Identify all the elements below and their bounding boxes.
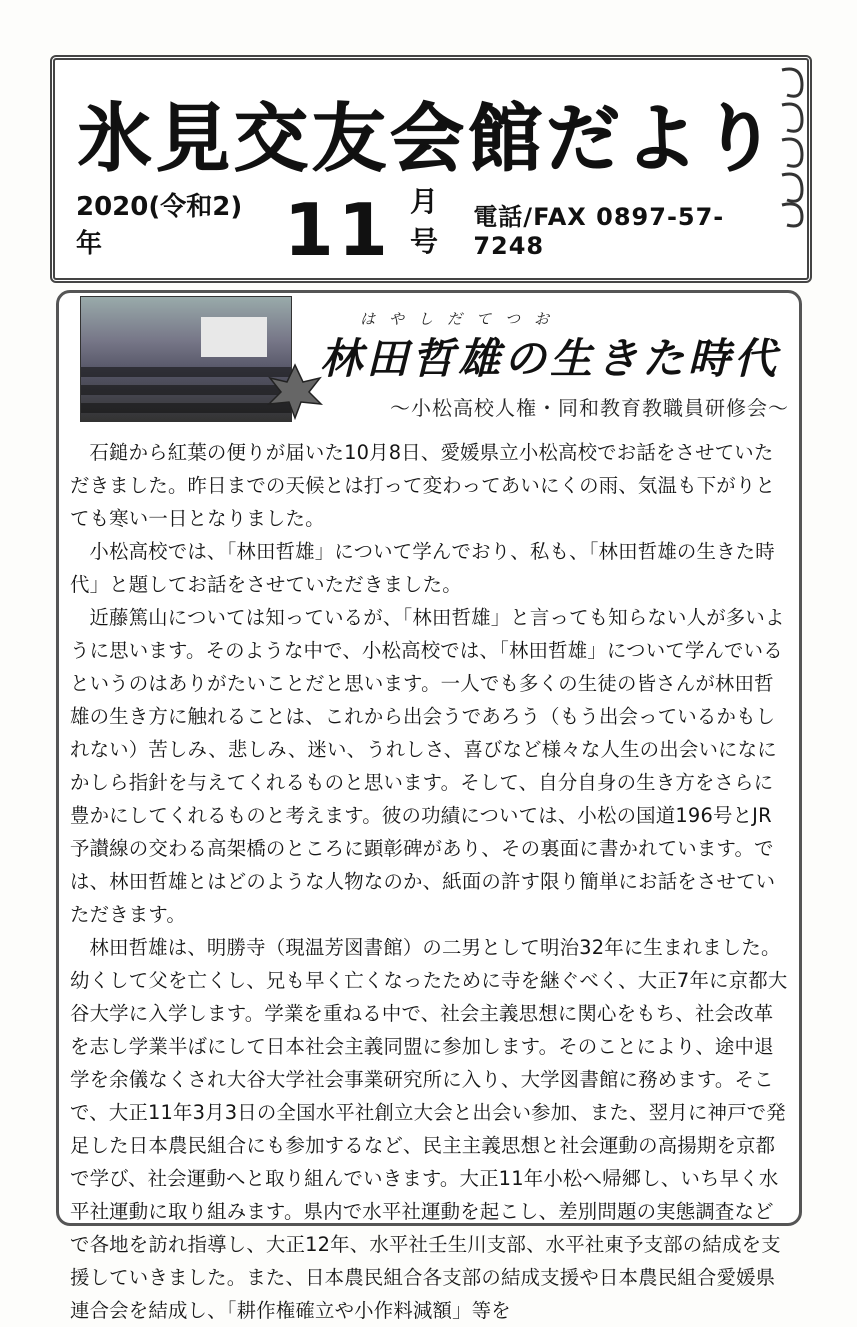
paragraph: 林田哲雄は、明勝寺（現温芳図書館）の二男として明治32年に生まれました。幼くして父を亡くし、兄も早く亡くなったために寺を継ぐべく、大正7年に京都大谷大学に入学します。学業を重ねる中で、社会主義思想に関心をもち、社会改革を志し学業半ばにして日本社会主義同盟に参加します。そのことにより、途中退学を余儀なくされ大谷大学社会事業研究所に入り、大学図書館に務めます。そこで、大正11年3月3日の全国水平社創立大会と出会い参加、また、翌月に神戸で発足した日本農民組合にも参加するなど、民主主義思想と社会運動の高揚期を京都で学び、社会運動へと取り組んでいきます。大正11年小松へ帰郷し、いち早く水平社運動に取り組みます。県内で水平社運動を起こし、差別問題の実態調査などで各地を訪れ指導し、大正12年、水平社壬生川支部、水平社東予支部の結成を支援していきました。また、日本農民組合各支部の結成支援や日本農民組合愛媛県連合会を結成し、「耕作権確立や小作料減額」等を <box>70 936 788 1322</box>
newsletter-title: 氷見交友会館だより <box>78 96 780 182</box>
phone-fax: 電話/FAX 0897-57-7248 <box>473 203 725 260</box>
audience-row <box>81 403 291 413</box>
audience-row <box>81 385 291 395</box>
seminar-photo <box>80 296 292 422</box>
article-title: 林田哲雄の生きた時代 <box>320 334 781 383</box>
article-body <box>70 436 790 1327</box>
paragraph: 小松高校では、「林田哲雄」について学んでおり、私も、「林田哲雄の生きた時代」と題してお話をさせていただきました。 <box>70 540 775 596</box>
audience-row <box>81 367 291 377</box>
issue-suffix: 月号 <box>410 185 439 258</box>
article-subtitle: 〜小松高校人権・同和教育教職員研修会〜 <box>390 396 789 420</box>
paragraph: 近藤篤山については知っているが、「林田哲雄」と言っても知らない人が多いように思います。そのような中で、小松高校では、「林田哲雄」について学んでいるというのはありがたいことだと思います。一人でも多くの生徒の皆さんが林田哲雄の生き方に触れることは、これから出会うであろう（もう出会っているかもしれない）苦しみ、悲しみ、迷い、うれしさ、喜びなど様々な人生の出会いになにかしら指針を与えてくれるものと思います。そして、自分自身の生き方をさらに豊かにしてくれるものと考えます。彼の功績については、小松の国道196号とJR予讃線の交わる高架橋のところに顕彰碑があり、その裏面に書かれています。では、林田哲雄とはどのような人物なのか、紙面の許す限り簡単にお話をさせていただきます。 <box>70 606 785 926</box>
title-ruby: はやしだてつお <box>360 310 564 328</box>
paragraph: 石鎚から紅葉の便りが届いた10月8日、愛媛県立小松高校でお話をさせていただきました。昨日までの天候とは打って変わってあいにくの雨、気温も下がりとても寒い一日となりました。 <box>70 441 776 530</box>
issue-line <box>76 180 791 272</box>
projector-screen <box>201 317 267 357</box>
autumn-leaf-icon <box>265 360 325 420</box>
issue-year: 2020(令和2)年 <box>76 192 243 259</box>
issue-month: 11 <box>283 188 392 272</box>
